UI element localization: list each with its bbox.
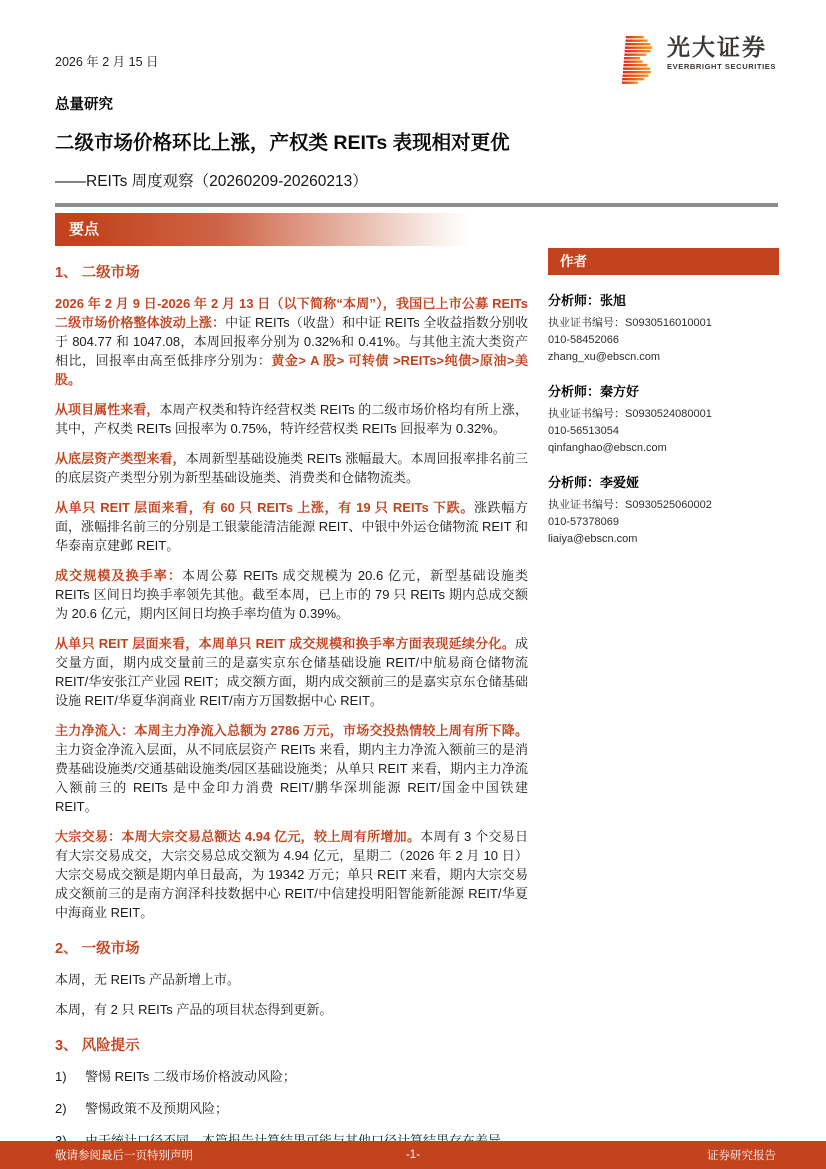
header-divider [55, 203, 778, 207]
emphasis-text-segment: 2026 年 2 月 9 日-2026 年 2 月 13 日（以下简称“本周”），我国已上市公募 REITs 二级市场价格整体波动上涨： [55, 296, 528, 330]
brand-logo [622, 36, 776, 91]
body-paragraph [55, 827, 528, 922]
text-segment: 本周，有 2 只 REITs 产品的项目状态得到更新。 [55, 1002, 333, 1017]
emphasis-text-segment: 大宗交易：本周大宗交易总额达 4.94 亿元，较上周有所增加。 [55, 829, 421, 844]
analyst-name: 分析师：李爱娅 [548, 475, 640, 490]
analyst-phone: 010-58452066 [548, 334, 619, 346]
analyst-card [548, 381, 779, 457]
analyst-name: 分析师：秦方好 [548, 384, 640, 399]
text-segment: 本周新型基础设施类 REITs 涨幅最大。本周回报率排名前三的底层资产类型分别为新型基础设施类、消费类和仓储物流类。 [55, 451, 528, 485]
list-item-number: 2) [55, 1101, 67, 1116]
body-paragraph [55, 498, 528, 555]
brand-name-en: EVERBRIGHT SECURITIES [666, 62, 776, 71]
author-sidebar [548, 248, 779, 548]
text-segment: 涨跌幅方面，涨幅排名前三的分别是工银蒙能清洁能源 REIT、中银中外运仓储物流 REIT 和华泰南京建邺 REIT。 [55, 500, 528, 553]
emphasis-text-segment: 黄金> A 股> 可转债 >REITs>纯债>原油>美股。 [55, 353, 528, 387]
report-subtitle: ——REITs 周度观察（20260209-20260213） [55, 173, 368, 190]
list-item-number: 1) [55, 1069, 67, 1084]
body-paragraph [55, 566, 528, 623]
text-segment: 本周，无 REITs 产品新增上市。 [55, 972, 240, 987]
analyst-list [548, 290, 779, 548]
report-category: 总量研究 [55, 97, 113, 113]
brand-name-cn: 光大证券 [666, 34, 767, 60]
emphasis-text-segment: 从单只 REIT 层面来看，本周单只 REIT 成交规模和换手率方面表现延续分化。 [55, 636, 515, 651]
body-paragraph [55, 721, 528, 816]
section-heading: 3、 风险提示 [55, 1038, 140, 1054]
body-paragraph [55, 1000, 528, 1019]
text-segment: 本周产权类和特许经营权类 REITs 的二级市场价格均有所上涨，其中，产权类 REITs 回报率为 0.75%，特许经营权类 REITs 回报率为 0.32%。 [55, 402, 528, 436]
emphasis-text-segment: 从单只 REIT 层面来看，有 60 只 REITs 上涨，有 19 只 REITs 下跌。 [55, 500, 474, 515]
risk-list-item [55, 1099, 528, 1118]
analyst-name: 分析师：张旭 [548, 293, 627, 308]
body-paragraph [55, 400, 528, 438]
main-column [55, 213, 528, 1163]
footer-report-type: 证券研究报告 [707, 1150, 776, 1162]
report-date: 2026 年 2 月 15 日 [55, 55, 159, 69]
risk-list-item [55, 1067, 528, 1086]
emphasis-text-segment: 成交规模及换手率： [55, 568, 183, 583]
analyst-card [548, 472, 779, 548]
text-segment: 成交量方面，期内成交量前三的是嘉实京东仓储基础设施 REIT/中航易商仓储物流 REIT/华安张江产业园 REIT；成交额方面，期内成交额前三的是嘉实京东仓储基础设施 REIT/华夏华润商业 REIT/南方万国数据中心 REIT。 [55, 636, 528, 708]
brand-name [667, 36, 776, 71]
analyst-cert: 执业证书编号：S0930524080001 [548, 408, 712, 420]
analyst-cert: 执业证书编号：S0930525060002 [548, 499, 712, 511]
text-segment: 本周有 3 个交易日有大宗交易成交，大宗交易总成交额为 4.94 亿元，星期二（2026 年 2 月 10 日）大宗交易成交额是期内单日最高，为 19342 万元；单只 REIT 来看，期内大宗交易成交额前三的是南方润泽科技数据中心 REIT/中信建投明阳智能新能源 REIT/华夏中海商业 REIT。 [55, 829, 528, 920]
analyst-email: qinfanghao@ebscn.com [548, 442, 667, 454]
analyst-cert: 执业证书编号：S0930516010001 [548, 317, 712, 329]
report-body [55, 261, 528, 1150]
body-paragraph [55, 970, 528, 989]
text-segment: 主力资金净流入层面，从不同底层资产 REITs 来看，期内主力净流入额前三的是消费基础设施类/交通基础设施类/园区基础设施类；从单只 REIT 来看，期内主力净流入额前三的 REITs 是中金印力消费 REIT/鹏华深圳能源 REIT/国金中国铁建 REIT。 [55, 742, 528, 814]
report-title: 二级市场价格环比上涨，产权类 REITs 表现相对更优 [55, 132, 510, 154]
everbright-stripe-b-logo-icon [622, 36, 656, 91]
author-banner: 作者 [548, 248, 779, 275]
emphasis-text-segment: 从项目属性来看， [55, 402, 160, 417]
body-paragraph [55, 449, 528, 487]
text-segment: 警惕 REITs 二级市场价格波动风险； [85, 1069, 296, 1084]
section-heading: 2、 一级市场 [55, 941, 140, 957]
keypoints-banner: 要点 [55, 213, 470, 246]
footer-disclaimer: 敬请参阅最后一页特别声明 [55, 1150, 193, 1162]
analyst-phone: 010-57378069 [548, 516, 619, 528]
text-segment: 警惕政策不及预期风险； [85, 1101, 229, 1116]
page-footer [0, 1141, 826, 1169]
section-heading: 1、 二级市场 [55, 265, 140, 281]
emphasis-text-segment: 从底层资产类型来看， [55, 451, 186, 466]
analyst-email: liaiya@ebscn.com [548, 533, 638, 545]
page-number: -1- [405, 1149, 421, 1161]
text-segment: 中证 REITs（收盘）和中证 REITs 全收益指数分别收于 804.77 和 1047.08，本周回报率分别为 0.32%和 0.41%。与其他主流大类资产相比，回报率由高至低排序分别为： [55, 315, 528, 368]
text-segment: 本周公募 REITs 成交规模为 20.6 亿元，新型基础设施类 REITs 区间日均换手率领先其他。截至本周，已上市的 79 只 REITs 期内总成交额为 20.6 亿元，期内区间日均换手率均值为 0.39%。 [55, 568, 528, 621]
emphasis-text-segment: 主力净流入：本周主力净流入总额为 2786 万元，市场交投热情较上周有所下降。 [55, 723, 528, 738]
analyst-phone: 010-56513054 [548, 425, 619, 437]
analyst-card [548, 290, 779, 366]
body-paragraph [55, 294, 528, 389]
body-paragraph [55, 634, 528, 710]
analyst-email: zhang_xu@ebscn.com [548, 351, 661, 363]
